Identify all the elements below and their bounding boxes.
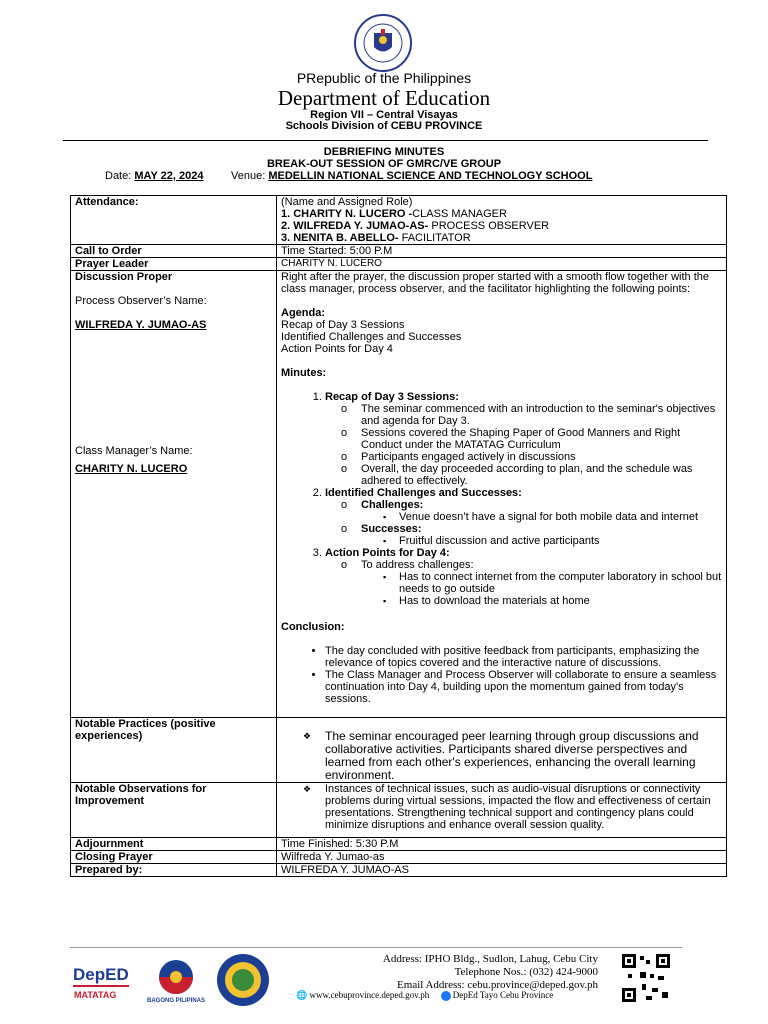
globe-icon: 🌐 <box>296 990 308 1000</box>
discussion-label: Discussion Proper <box>75 271 173 283</box>
notable-observations-label: Notable Observations for Improvement <box>71 783 277 838</box>
bagong-text: BAGONG PILIPINAS <box>146 998 206 1004</box>
minutes-list <box>281 391 722 607</box>
venue-label: Venue: <box>231 170 266 182</box>
republic-line: PRepublic of the Philippines <box>296 70 472 86</box>
notable-practices-value: ❖ The seminar encouraged peer learning through group discussions and collaborative activities. Participants shared diverse perspectives and learned from each other's experiences, enhancing the overall learning environment. <box>325 730 722 782</box>
action-title: Action Points for Day 4: <box>325 547 450 559</box>
notable-observations-cell <box>277 783 727 838</box>
list-item <box>347 499 722 523</box>
list-item <box>325 487 722 547</box>
table-row <box>71 864 727 877</box>
adjournment-label: Adjournment <box>71 838 277 851</box>
deped-logo-text: DepED <box>73 965 129 984</box>
date-label: Date: <box>105 170 132 182</box>
discussion-intro: Right after the prayer, the discussion proper started with a smooth flow together with the class manager, process observer, and the facilitator highlighting the following points: <box>281 271 710 295</box>
observer-name: WILFREDA Y. JUMAO-AS <box>75 319 207 331</box>
qr-code <box>616 952 676 1004</box>
table-row <box>71 851 727 864</box>
footer-telephone: Telephone Nos.: (032) 424-9000 <box>454 966 598 978</box>
table-row <box>71 245 727 258</box>
list-item <box>325 391 722 487</box>
list-item: ▪ Venue doesn’t have a signal for both mobile data and internet <box>383 511 722 523</box>
division-line: Schools Division of CEBU PROVINCE <box>285 120 483 132</box>
list-item: o Participants engaged actively in discussions <box>347 451 722 463</box>
prepared-by-label: Prepared by: <box>71 864 277 877</box>
notable-practices-label: Notable Practices (positive experiences) <box>71 718 277 783</box>
footer-email: Email Address: cebu.province@deped.gov.ph <box>397 979 598 991</box>
table-row <box>71 196 727 245</box>
table-row <box>71 271 727 718</box>
deped-matatag-logo <box>71 962 131 1002</box>
footer-contact <box>383 953 598 992</box>
list-item: ▪ Fruitful discussion and active participants <box>383 535 722 547</box>
attendance-cell <box>277 196 727 245</box>
attendee-3-role: FACILITATOR <box>398 232 471 244</box>
cebu-division-seal <box>215 952 271 1008</box>
table-row <box>71 258 727 271</box>
attendee-2-role: PROCESS OBSERVER <box>428 220 550 232</box>
doc-title: DEBRIEFING MINUTES <box>323 146 445 158</box>
footer-address: Address: IPHO Bldg., Sudlon, Lahug, Cebu City <box>382 953 598 965</box>
list-item: • The day concluded with positive feedback from participants, emphasizing the relevance of topics covered and the interactive nature of discussions. <box>325 645 722 669</box>
region-line: Region VII – Central Visayas <box>310 109 458 121</box>
list-item <box>325 547 722 607</box>
agenda-label: Agenda: <box>281 307 325 319</box>
closing-prayer-value: Wilfreda Y. Jumao-as <box>277 851 727 864</box>
call-to-order-label: Call to Order <box>71 245 277 258</box>
prayer-leader-label: Prayer Leader <box>71 258 277 271</box>
matatag-text: MATATAG <box>74 990 117 1000</box>
successes-label: Successes: <box>361 523 422 535</box>
attendee-1-role: CLASS MANAGER <box>412 208 507 220</box>
notable-observations-value: ❖ Instances of technical issues, such as audio-visual disruptions or connectivity problems during virtual sessions, impacted the flow and effectiveness of certain presentations. Strengthening technical support and contingency plans could minimize disruptions and enhance overall session quality. <box>325 783 722 831</box>
observer-label: Process Observer’s Name: <box>75 295 207 307</box>
table-row <box>71 783 727 838</box>
recap-title: Recap of Day 3 Sessions: <box>325 391 459 403</box>
attendance-note: (Name and Assigned Role) <box>281 196 413 208</box>
facebook-link[interactable]: DepEd Tayo Cebu Province <box>452 990 554 1000</box>
conclusion-label: Conclusion: <box>281 621 345 633</box>
discussion-content <box>277 271 727 718</box>
list-item: ▪ Has to download the materials at home <box>383 595 722 607</box>
discussion-left-cell <box>71 271 277 718</box>
deped-seal-logo <box>343 14 423 72</box>
venue-value: MEDELLIN NATIONAL SCIENCE AND TECHNOLOGY SCHOOL <box>268 170 593 182</box>
prepared-by-value: WILFREDA Y. JUMAO-AS <box>277 864 727 877</box>
header-divider <box>63 140 708 141</box>
list-item <box>347 523 722 547</box>
doc-subtitle: BREAK-OUT SESSION OF GMRC/VE GROUP <box>266 158 502 170</box>
attendee-1-name: 1. CHARITY N. LUCERO - <box>281 208 413 220</box>
department-title: Department of Education <box>277 86 491 110</box>
prayer-leader-value: CHARITY N. LUCERO <box>277 258 727 271</box>
agenda-item: Action Points for Day 4 <box>281 343 393 355</box>
manager-name: CHARITY N. LUCERO <box>75 463 188 475</box>
minutes-label: Minutes: <box>281 367 327 379</box>
date-venue-line <box>105 170 592 182</box>
call-to-order-value: Time Started: 5:00 P.M <box>277 245 727 258</box>
list-item: ▪ Has to connect internet from the computer laboratory in school but needs to go outside <box>383 571 722 595</box>
bagong-pilipinas-logo <box>146 958 206 1004</box>
agenda-item: Identified Challenges and Successes <box>281 331 462 343</box>
action-sub: To address challenges: <box>361 559 474 571</box>
minutes-table <box>70 195 727 877</box>
table-row <box>71 718 727 783</box>
list-item: o The seminar commenced with an introduction to the seminar's objectives and agenda for Day 3. <box>347 403 722 427</box>
adjournment-value: Time Finished: 5:30 P.M <box>277 838 727 851</box>
attendance-label: Attendance: <box>71 196 277 245</box>
list-item <box>347 559 722 607</box>
closing-prayer-label: Closing Prayer <box>71 851 277 864</box>
agenda-item: Recap of Day 3 Sessions <box>281 319 405 331</box>
list-item: o Overall, the day proceeded according to plan, and the schedule was adhered to effectively. <box>347 463 722 487</box>
list-item: o Sessions covered the Shaping Paper of Good Manners and Right Conduct under the MATATAG Curriculum <box>347 427 722 451</box>
attendee-2-name: 2. WILFREDA Y. JUMAO-AS- <box>281 220 429 232</box>
table-row <box>71 838 727 851</box>
website-link[interactable]: www.cebuprovince.deped.gov.ph <box>309 990 430 1000</box>
challenges-label: Challenges: <box>361 499 424 511</box>
list-item: • The Class Manager and Process Observer will collaborate to ensure a seamless continuation into Day 4, building upon the momentum gained from today's sessions. <box>325 669 722 705</box>
date-value: MAY 22, 2024 <box>134 170 204 182</box>
attendee-3-name: 3. NENITA B. ABELLO- <box>281 232 399 244</box>
footer-divider <box>70 947 682 948</box>
notable-practices-cell <box>277 718 727 783</box>
facebook-icon <box>441 991 451 1001</box>
conclusion-list <box>281 645 722 705</box>
footer-web-links <box>296 990 553 1001</box>
manager-label: Class Manager’s Name: <box>75 445 193 457</box>
challenges-title: Identified Challenges and Successes: <box>325 487 522 499</box>
